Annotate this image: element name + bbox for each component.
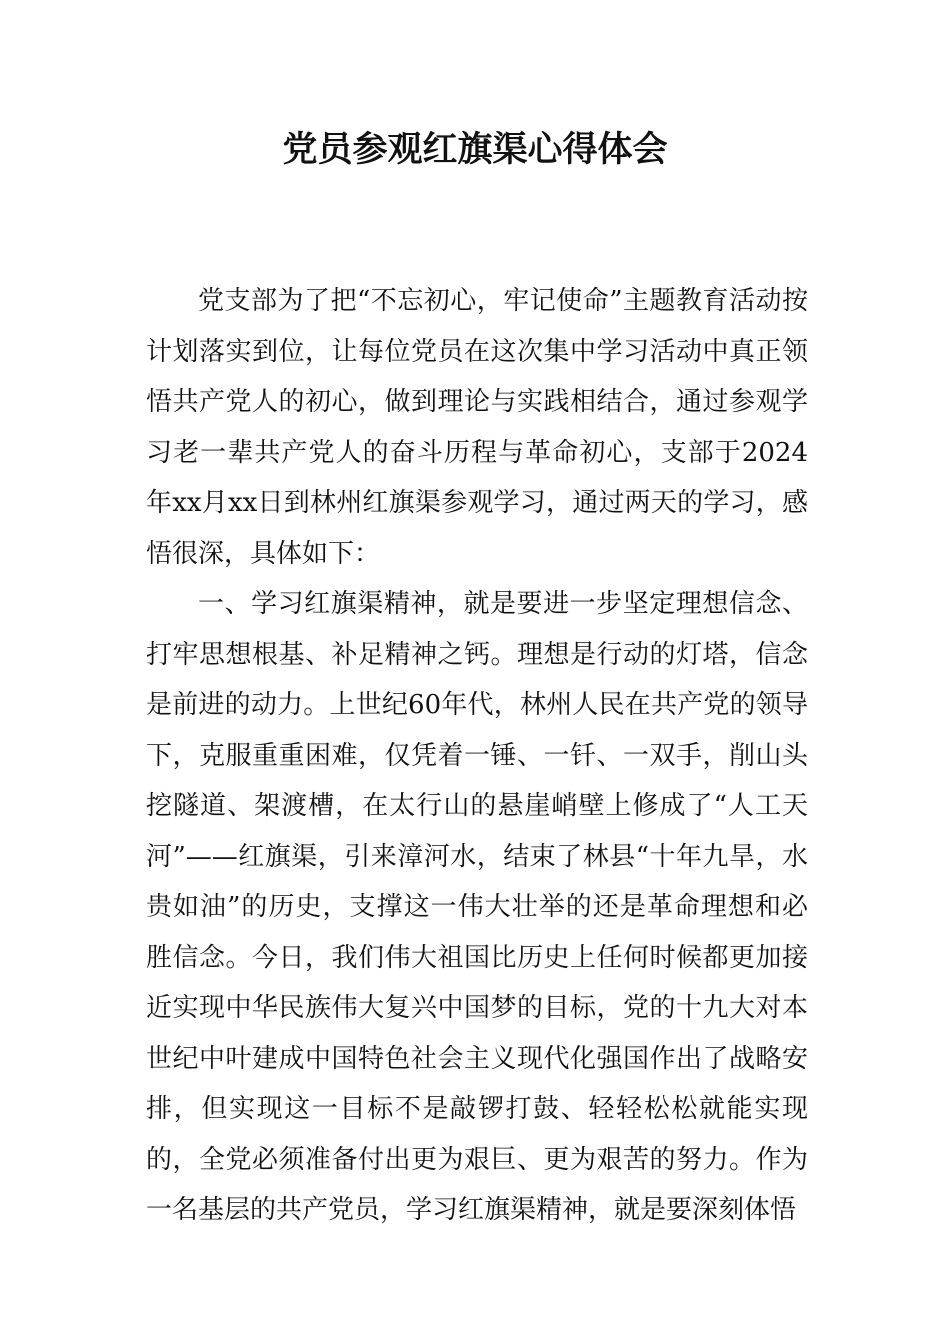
document-body <box>146 276 808 1236</box>
document-title: 党员参观红旗渠心得体会 <box>282 130 668 170</box>
body-paragraph-intro: 党支部为了把“不忘初心，牢记使命”主题教育活动按计划落实到位，让每位党员在这次集中学习活动中真正领悟共产党人的初心，做到理论与实践相结合，通过参观学习老一辈共产党人的奋斗历程与革命初心，支部于2024年xx月xx日到林州红旗渠参观学习，通过两天的学习，感悟很深，具体如下： <box>146 286 808 569</box>
body-paragraph-section-one: 一、学习红旗渠精神，就是要进一步坚定理想信念、打牢思想根基、补足精神之钙。理想是行动的灯塔，信念是前进的动力。上世纪60年代，林州人民在共产党的领导下，克服重重困难，仅凭着一锤、一钎、一双手，削山头挖隧道、架渡槽，在太行山的悬崖峭壁上修成了“人工天河”——红旗渠，引来漳河水，结束了林县“十年九旱，水贵如油”的历史，支撑这一伟大壮举的还是革命理想和必胜信念。今日，我们伟大祖国比历史上任何时候都更加接近实现中华民族伟大复兴中国梦的目标，党的十九大对本世纪中叶建成中国特色社会主义现代化强国作出了战略安排，但实现这一目标不是敲锣打鼓、轻轻松松就能实现的，全党必须准备付出更为艰巨、更为艰苦的努力。作为一名基层的共产党员，学习红旗渠精神，就是要深刻体悟 <box>146 589 808 1225</box>
